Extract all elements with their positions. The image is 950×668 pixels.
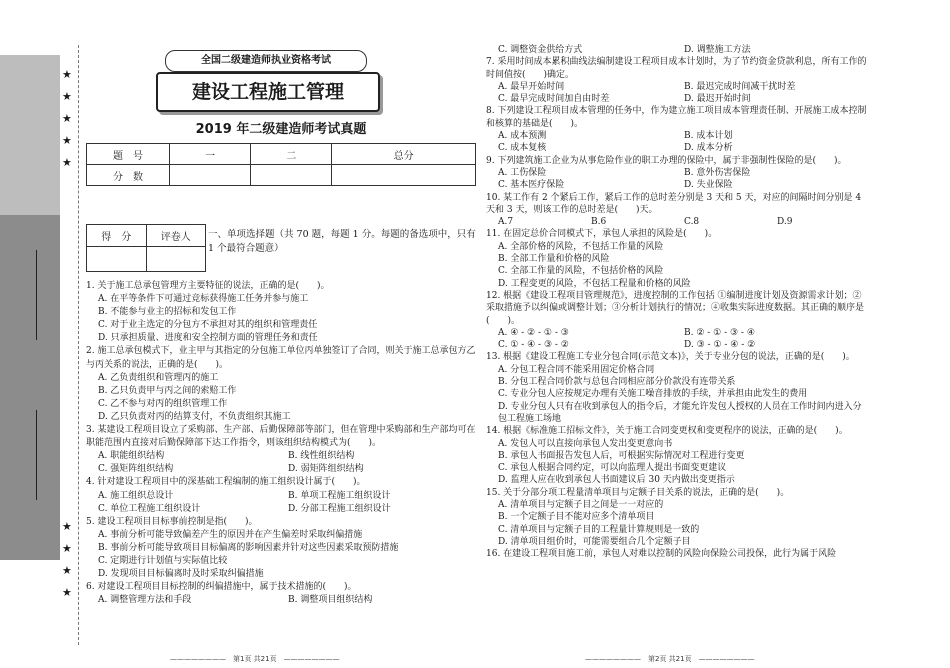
score-cell[interactable]	[170, 165, 251, 186]
star-icon: ★	[62, 586, 72, 599]
answer-option: A. 乙负责组织和管理丙的施工	[98, 372, 219, 383]
answer-option: B. 全部工作量和价格的风险	[498, 254, 610, 265]
answer-option: C. 乙不参与对丙的组织管理工作	[98, 398, 228, 409]
score-cell[interactable]	[251, 165, 332, 186]
question-stem: 5. 建设工程项目目标事前控制是指( )。	[86, 516, 258, 527]
star-icon: ★	[62, 90, 72, 103]
answer-option: B. 不能参与业主的招标和发包工作	[98, 307, 237, 318]
question-stem: 4. 针对建设工程项目中的深基础工程编制的施工组织设计属于( )。	[86, 477, 366, 488]
star-icon: ★	[62, 564, 72, 577]
answer-option: C. 对于业主选定的分包方不承担对其的组织和管理责任	[98, 320, 318, 331]
answer-option-row	[486, 93, 870, 105]
answer-option: D. 分部工程施工组织设计	[288, 503, 391, 514]
binding-shade	[0, 215, 60, 560]
answer-option: B. 承包人书面报告发包人后，可根据实际情况对工程进行变更	[498, 450, 745, 461]
answer-option: C. 清单项目与定额子目的工程量计算规则是一致的	[498, 524, 700, 535]
answer-option: B. 分包工程合同价款与总包合同相应部分价款没有连带关系	[498, 377, 736, 388]
grader-cell: 得 分	[87, 225, 147, 247]
answer-option: B.6	[591, 217, 607, 228]
question-stem: 11. 在固定总价合同模式下，承包人承担的风险是( )。	[486, 229, 718, 240]
answer-option-row	[86, 594, 478, 607]
score-table	[86, 143, 476, 186]
answer-option: B. 调整项目组织结构	[288, 595, 373, 606]
question-stem: 7. 采用时间成本累积曲线法编制建设工程项目成本计划时，为了节约资金贷款利息，所有工作的时间值按( )确定。	[486, 57, 867, 80]
question-stem: 8. 下列建设工程项目成本管理的任务中，作为建立施工项目成本管理责任制、开展施工成本控制和核算的基础是( )。	[486, 106, 867, 129]
answer-option-row	[86, 490, 478, 503]
right-question-column	[486, 44, 870, 560]
answer-option: C. ① - ④ - ③ - ②	[498, 340, 569, 351]
score-cell: 一	[170, 144, 251, 165]
star-icon: ★	[62, 542, 72, 555]
question-stem: 15. 关于分部分项工程量清单项目与定额子目关系的说法，正确的是( )。	[486, 487, 790, 498]
answer-option-row	[486, 130, 870, 142]
question-stem: 9. 下列建筑施工企业为从事危险作业的职工办理的保险中，属于非强制性保险的是( )。	[486, 155, 847, 166]
answer-option: D. 只承担质量、进度和安全控制方面的管理任务和责任	[98, 333, 318, 344]
answer-option: B. 事前分析可能导致项目目标偏离的影响因素并针对这些因素采取预防措施	[98, 542, 399, 553]
answer-option: B. 意外伤害保险	[684, 167, 751, 178]
answer-option: A. 成本预测	[498, 131, 547, 142]
exam-banner: 全国二级建造师执业资格考试	[165, 50, 367, 72]
answer-option-row	[486, 216, 870, 228]
answer-option-row	[486, 179, 870, 191]
answer-option-row	[486, 327, 870, 339]
left-question-column	[86, 280, 478, 607]
answer-option-row	[86, 463, 478, 476]
answer-option: A. 施工组织总设计	[98, 490, 174, 501]
answer-option: A. 清单项目与定额子目之间是一一对应的	[498, 499, 664, 510]
grader-cell[interactable]	[146, 247, 206, 272]
answer-option: D. 弱矩阵组织结构	[288, 464, 364, 475]
answer-option: A. 工伤保险	[498, 167, 547, 178]
answer-option: A. 在平等条件下可通过竞标获得施工任务并参与施工	[98, 294, 309, 305]
grader-table	[86, 224, 206, 272]
answer-option: C. 强矩阵组织结构	[98, 464, 174, 475]
question-stem: 13. 根据《建设工程施工专业分包合同(示范文本)》，关于专业分包的说法，正确的是( )。	[486, 352, 855, 363]
exam-subtitle: 2019 年二级建造师考试真题	[195, 122, 367, 137]
answer-option: B. 单项工程施工组织设计	[288, 490, 391, 501]
answer-option: D. 专业分包人只有在收到承包人的指令后，才能允许发包人授权的人员在工作时间内进入分包工程施工场地	[498, 401, 862, 424]
answer-option: D. 成本分析	[684, 143, 733, 154]
answer-option: A. 最早开始时间	[498, 81, 565, 92]
section-heading: 一、单项选择题（共 70 题，每题 1 分。每题的备选项中，只有 1 个最符合题意）	[208, 229, 476, 254]
answer-option: A. ④ - ② - ① - ③	[498, 327, 569, 338]
answer-option: D. ③ - ① - ④ - ②	[684, 340, 756, 351]
score-table-row	[87, 144, 476, 165]
question-stem: 3. 某建设工程项目设立了采购部、生产部、后勤保障部等部门，但在管理中采购部和生产部均可在职能范围内直接对后勤保障部下达工作指令，则该组织结构模式为( )。	[86, 425, 476, 449]
star-icon: ★	[62, 68, 72, 81]
answer-option: A. 发包人可以直接向承包人发出变更意向书	[498, 438, 673, 449]
answer-option-row	[86, 503, 478, 516]
cut-line	[78, 45, 79, 645]
answer-option: A. 事前分析可能导致偏差产生的原因并在产生偏差时采取纠偏措施	[98, 529, 363, 540]
answer-option-row	[486, 44, 870, 56]
star-icon: ★	[62, 520, 72, 533]
answer-option-row	[486, 142, 870, 154]
answer-option: A.7	[498, 217, 514, 228]
grader-cell: 评卷人	[146, 225, 206, 247]
score-cell: 分 数	[87, 165, 170, 186]
question-stem: 12. 根据《建设工程项目管理规范》，进度控制的工作包括 ①编制进度计划及资源需求计划；②采取措施予以纠偏或调整计划；③分析计划执行的情况；④收集实际进度数据。其正确的顺序是( )。	[486, 290, 865, 326]
answer-option: B. 线性组织结构	[288, 451, 355, 462]
answer-option: A. 全部价格的风险，不包括工作量的风险	[498, 241, 664, 252]
answer-option: C. 定期进行计划值与实际值比较	[98, 555, 228, 566]
answer-option: D. 工程变更的风险，不包括工程量和价格的风险	[498, 278, 691, 289]
page-title: 建设工程施工管理	[156, 72, 380, 112]
answer-option: C. 调整资金供给方式	[498, 45, 583, 55]
answer-option-row	[486, 339, 870, 351]
answer-option: B. ② - ① - ③ - ④	[684, 327, 755, 338]
answer-option: C. 专业分包人应按规定办理有关施工噪音排放的手续，并承担由此发生的费用	[498, 389, 808, 400]
grader-cell[interactable]	[87, 247, 147, 272]
answer-option: B. 成本计划	[684, 131, 733, 142]
answer-option: C.8	[684, 217, 700, 228]
answer-option: D. 乙只负责对丙的结算支付，不负责组织其施工	[98, 411, 291, 422]
answer-option: B. 最迟完成时间减干扰时差	[684, 81, 796, 92]
answer-option-row	[486, 81, 870, 93]
answer-option: D. 调整施工方法	[684, 45, 751, 55]
star-icon: ★	[62, 134, 72, 147]
question-stem: 10. 某工作有 2 个紧后工作，紧后工作的总时差分别是 3 天和 5 天，对应的间隔时间分别是 4 天和 3 天，则该工作的总时差是( )天。	[486, 192, 862, 215]
answer-option: C. 承包人根据合同约定，可以向监理人提出书面变更建议	[498, 463, 727, 474]
answer-option: D. 发现项目目标偏离时及时采取纠偏措施	[98, 569, 264, 580]
binding-line-lower	[36, 410, 37, 500]
score-cell[interactable]	[332, 165, 476, 186]
binding-margin	[0, 0, 60, 668]
question-stem: 16. 在建设工程项目施工前，承包人对难以控制的风险向保险公司投保，此行为属于风险	[486, 549, 837, 560]
answer-option: C. 单位工程施工组织设计	[98, 503, 201, 514]
page-footer-right: ———————— 第2页 共21页 ————————	[585, 655, 755, 663]
answer-option-row	[86, 450, 478, 463]
score-cell: 二	[251, 144, 332, 165]
answer-option: D.9	[777, 217, 793, 228]
answer-option-row	[486, 167, 870, 179]
answer-option: A. 分包工程合同不能采用固定价格合同	[498, 364, 655, 375]
answer-option: A. 调整管理方法和手段	[98, 595, 192, 606]
question-stem: 14. 根据《标准施工招标文件》，关于施工合同变更权和变更程序的说法，正确的是( )。	[486, 426, 848, 437]
binding-line-upper	[36, 250, 37, 340]
score-cell: 题 号	[87, 144, 170, 165]
answer-option: D. 监理人应在收到承包人书面建议后 30 天内做出变更指示	[498, 475, 735, 486]
score-cell: 总分	[332, 144, 476, 165]
binding-shade-top	[0, 55, 60, 215]
answer-option: A. 职能组织结构	[98, 451, 165, 462]
answer-option: D. 失业保险	[684, 180, 733, 191]
answer-option: C. 最早完成时间加自由时差	[498, 94, 610, 105]
answer-option: C. 全部工作量的风险，不包括价格的风险	[498, 266, 664, 277]
score-table-row	[87, 165, 476, 186]
answer-option: B. 乙只负责甲与丙之间的索赔工作	[98, 385, 237, 396]
answer-option: D. 清单项目组价时，可能需要组合几个定额子目	[498, 536, 691, 547]
question-stem: 1. 关于施工总承包管理方主要特征的说法，正确的是( )。	[86, 281, 330, 291]
question-stem: 2. 施工总承包模式下，业主甲与其指定的分包施工单位丙单独签订了合同，则关于施工总承包方乙与丙关系的说法，正确的是( )。	[86, 346, 476, 370]
answer-option: B. 一个定额子目不能对应多个清单项目	[498, 512, 655, 523]
question-stem: 6. 对建设工程项目目标控制的纠偏措施中，属于技术措施的( )。	[86, 582, 357, 593]
star-icon: ★	[62, 156, 72, 169]
star-icon: ★	[62, 112, 72, 125]
answer-option: C. 成本复核	[498, 143, 547, 154]
answer-option: C. 基本医疗保险	[498, 180, 565, 191]
page-footer-left: ———————— 第1页 共21页 ————————	[170, 655, 340, 663]
answer-option: D. 最迟开始时间	[684, 94, 751, 105]
